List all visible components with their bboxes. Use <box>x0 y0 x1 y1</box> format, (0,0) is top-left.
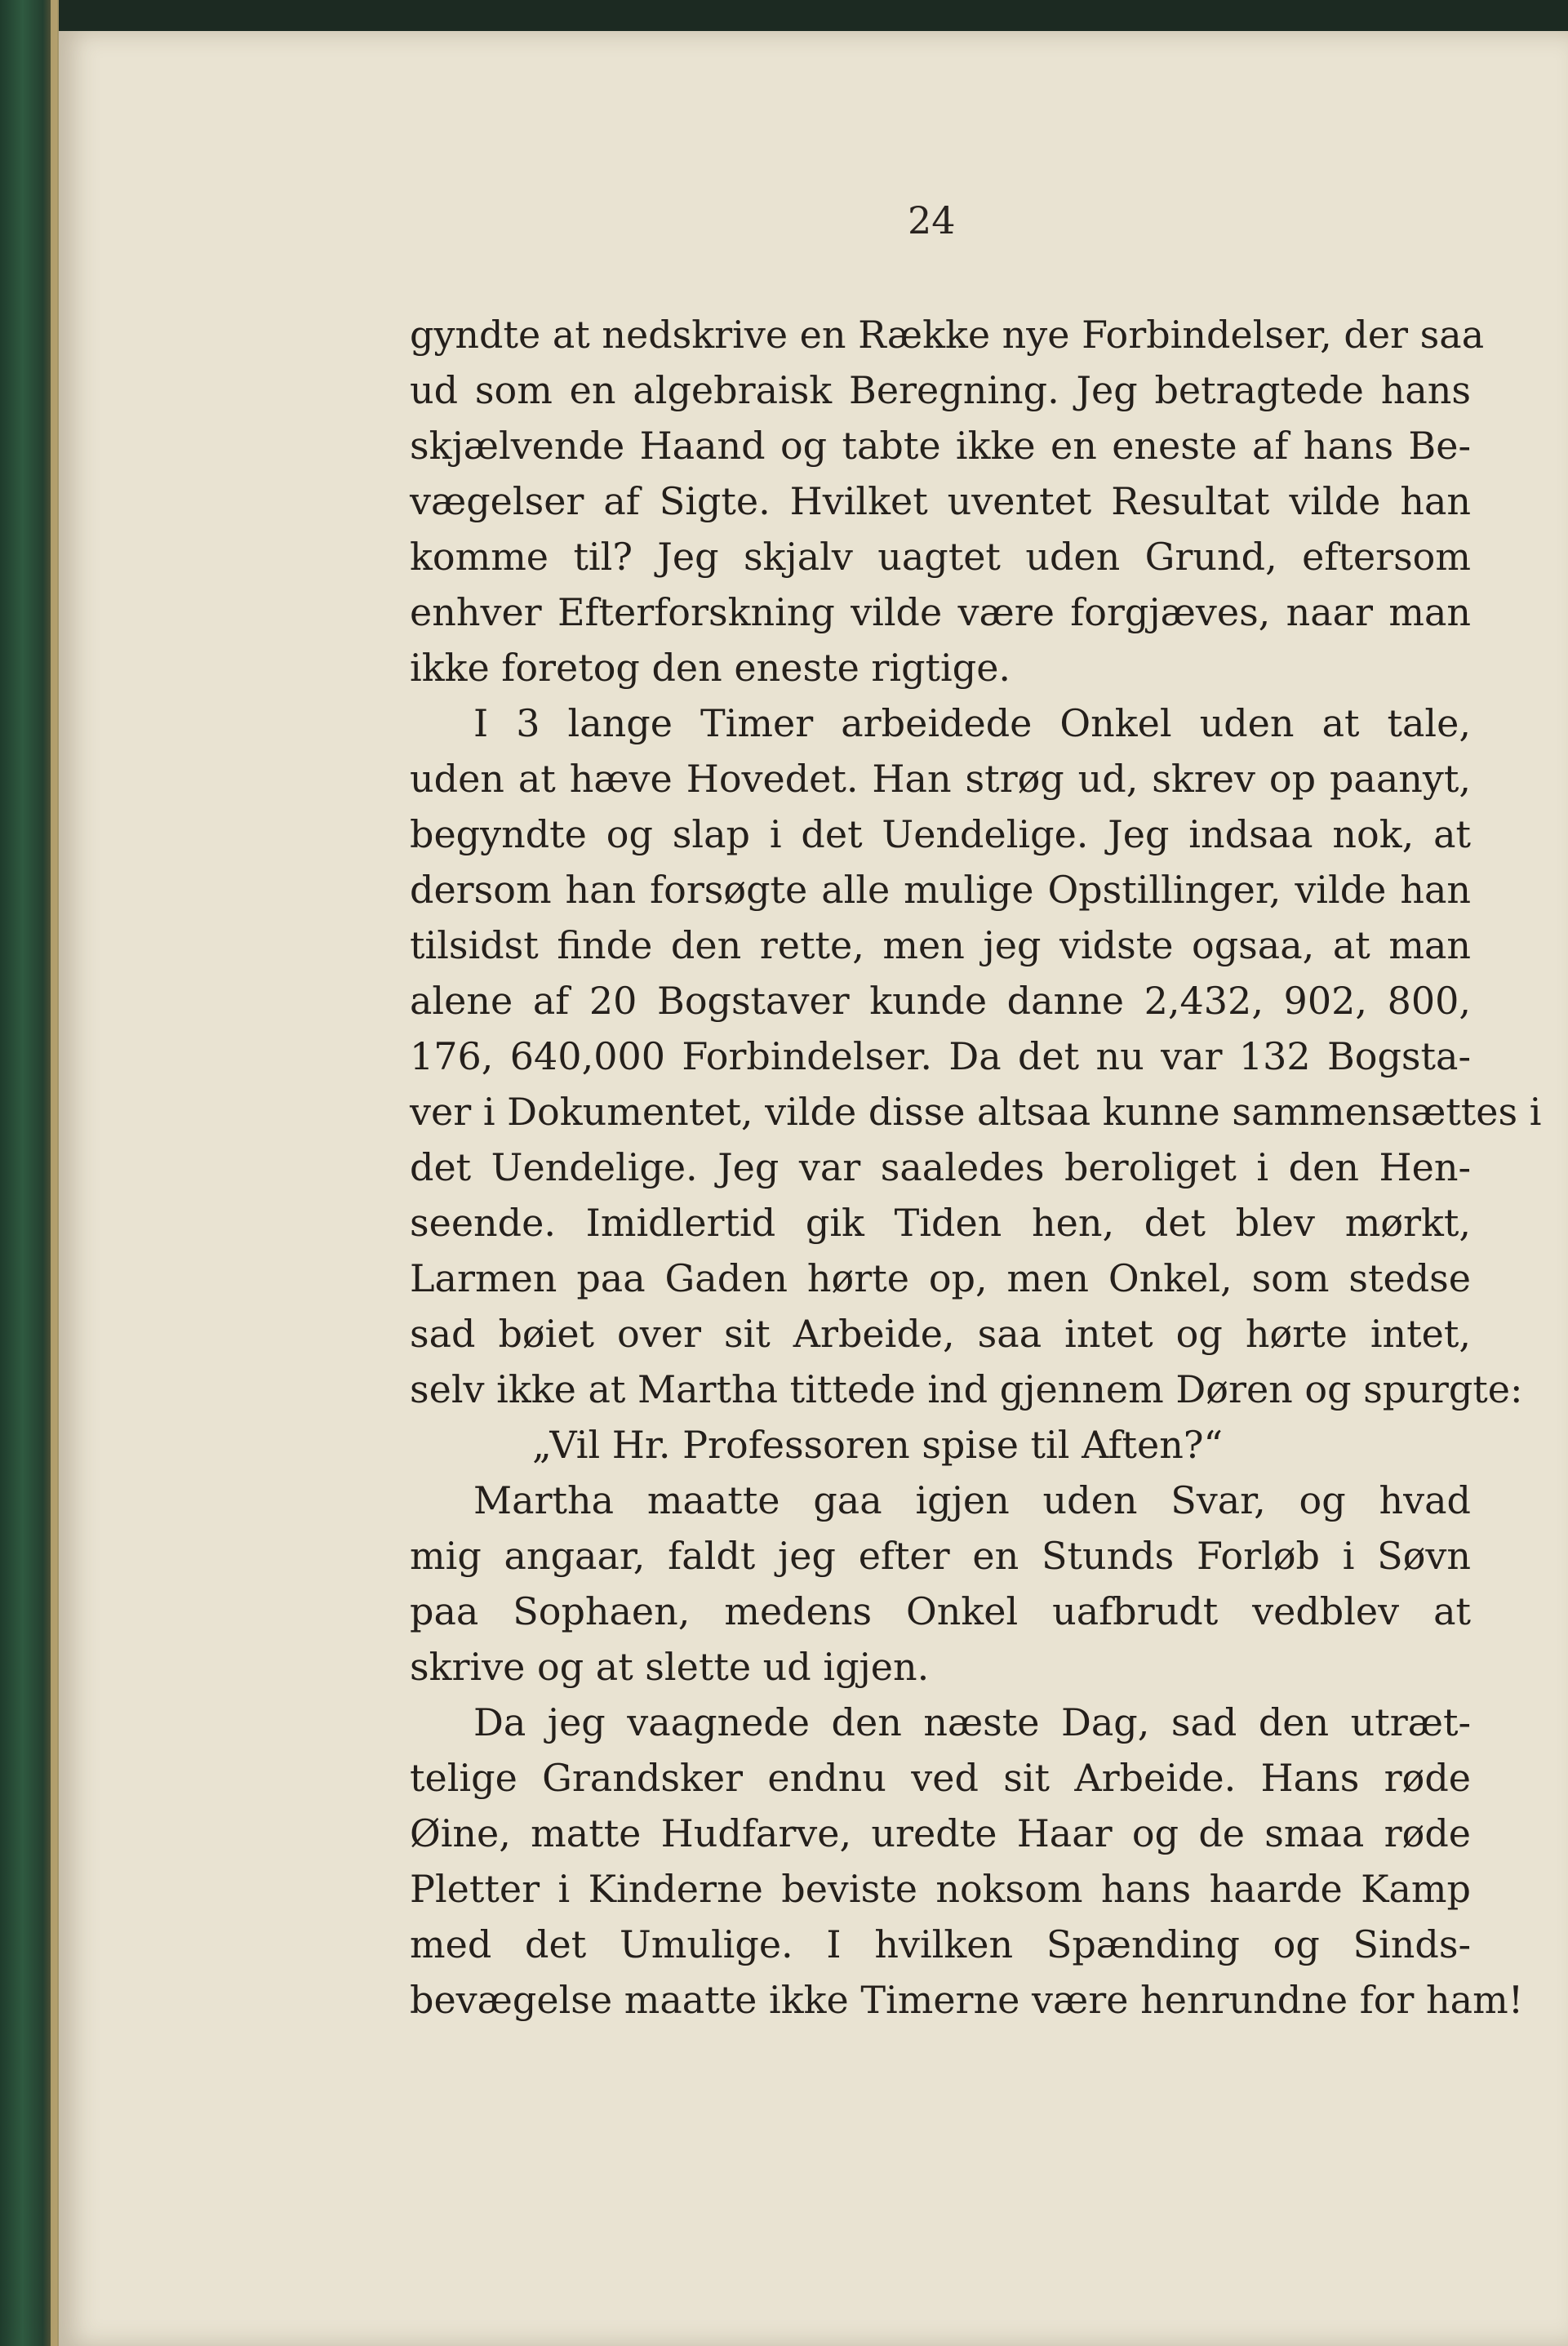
cover-edge <box>51 0 59 2346</box>
text-line: begyndte og slap i det Uendelige. Jeg indsaa nok, at <box>410 812 1471 856</box>
text-line: vægelser af Sigte. Hvilket uventet Resultat vilde han <box>410 479 1471 523</box>
text-line: sad bøiet over sit Arbeide, saa intet og hørte intet, <box>410 1312 1471 1356</box>
text-line: selv ikke at Martha tittede ind gjennem Døren og spurgte: <box>410 1367 1523 1411</box>
text-line: tilsidst finde den rette, men jeg vidste ogsaa, at man <box>410 923 1471 967</box>
book-page <box>59 31 1568 2346</box>
text-line: komme til? Jeg skjalv uagtet uden Grund, eftersom <box>410 535 1471 579</box>
text-line: det Uendelige. Jeg var saaledes beroliget i den Hen- <box>410 1145 1471 1189</box>
text-line: ver i Dokumentet, vilde disse altsaa kunne sammensættes i <box>410 1090 1542 1134</box>
page-number: 24 <box>908 198 956 242</box>
book-cover <box>0 0 57 2346</box>
text-line: ud som en algebraisk Beregning. Jeg betragtede hans <box>410 368 1471 412</box>
text-line: Da jeg vaagnede den næste Dag, sad den utræt- <box>473 1700 1471 1744</box>
text-line: skrive og at slette ud igjen. <box>410 1645 930 1689</box>
text-line: skjælvende Haand og tabte ikke en eneste af hans Be- <box>410 424 1471 468</box>
text-line: paa Sophaen, medens Onkel uafbrudt vedblev at <box>410 1589 1471 1633</box>
text-line: ikke foretog den eneste rigtige. <box>410 646 1011 690</box>
text-line: „Vil Hr. Professoren spise til Aften?“ <box>532 1423 1224 1467</box>
text-line: 176, 640,000 Forbindelser. Da det nu var 132 Bogsta- <box>410 1034 1471 1078</box>
text-line: Larmen paa Gaden hørte op, men Onkel, som stedse <box>410 1256 1471 1300</box>
text-line: Øine, matte Hudfarve, uredte Haar og de smaa røde <box>410 1811 1471 1855</box>
text-line: gyndte at nedskrive en Række nye Forbindelser, der saa <box>410 313 1485 357</box>
body-text <box>410 307 1542 2028</box>
text-line: dersom han forsøgte alle mulige Opstillinger, vilde han <box>410 868 1471 912</box>
text-line: bevægelse maatte ikke Timerne være henrundne for ham! <box>410 1978 1524 2022</box>
text-line: seende. Imidlertid gik Tiden hen, det blev mørkt, <box>410 1201 1471 1245</box>
text-line: enhver Efterforskning vilde være forgjæves, naar man <box>410 590 1471 634</box>
text-line: Martha maatte gaa igjen uden Svar, og hvad <box>473 1478 1471 1522</box>
text-line: mig angaar, faldt jeg efter en Stunds Forløb i Søvn <box>410 1534 1471 1578</box>
text-line: alene af 20 Bogstaver kunde danne 2,432, 902, 800, <box>410 979 1471 1023</box>
text-line: uden at hæve Hovedet. Han strøg ud, skrev op paanyt, <box>410 757 1471 801</box>
text-line: Pletter i Kinderne beviste noksom hans haarde Kamp <box>410 1867 1471 1911</box>
text-line: telige Grandsker endnu ved sit Arbeide. Hans røde <box>410 1756 1471 1800</box>
text-line: I 3 lange Timer arbeidede Onkel uden at tale, <box>473 701 1471 745</box>
text-line: med det Umulige. I hvilken Spænding og Sinds- <box>410 1922 1471 1966</box>
